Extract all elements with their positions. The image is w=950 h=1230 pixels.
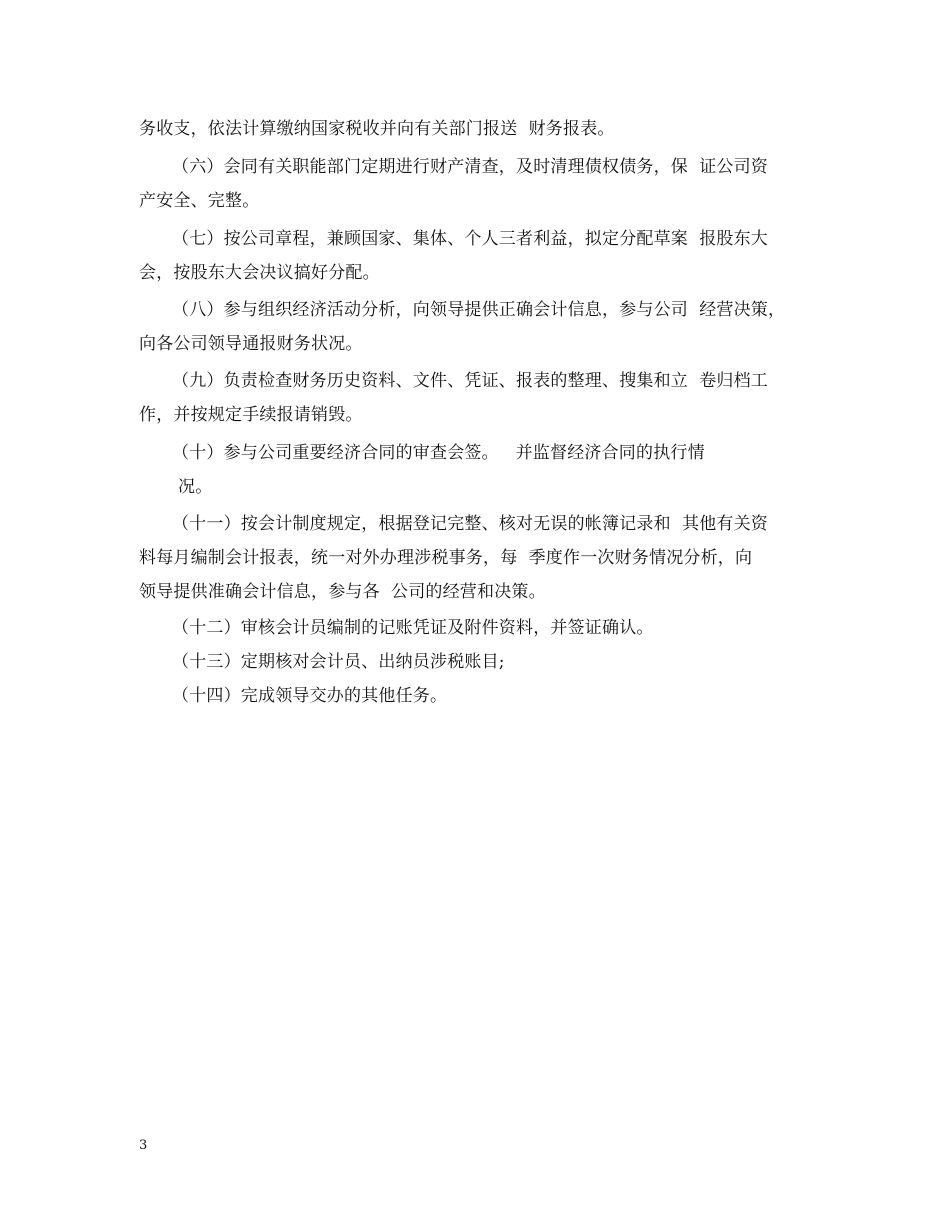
text-line: 产安全、完整。 [139, 191, 260, 211]
text-line: 作，并按规定手续报请销毁。 [139, 405, 363, 425]
text-line: （七）按公司章程，兼顾国家、集体、个人三者利益，拟定分配草案 报股东大 [172, 229, 769, 249]
text-line: （八）参与组织经济活动分析，向领导提供正确会计信息，参与公司 经营决策， [172, 300, 786, 320]
page-number: 3 [139, 1138, 148, 1153]
text-line: 况。 [178, 477, 213, 497]
text-line: （十一）按会计制度规定，根据登记完整、核对无误的帐簿记录和 其他有关资 [172, 514, 769, 534]
text-line: （十四）完成领导交办的其他任务。 [172, 686, 448, 706]
text-line: （十）参与公司重要经济合同的审查会签。 并监督经济合同的执行情 [172, 443, 705, 463]
text-line: （六）会同有关职能部门定期进行财产清查，及时清理债权债务，保 证公司资 [172, 157, 769, 177]
text-line: （九）负责检查财务历史资料、文件、凭证、报表的整理、搜集和立 卷归档工 [172, 371, 769, 391]
text-line: 向各公司领导通报财务状况。 [139, 334, 363, 354]
text-line: 务收支，依法计算缴纳国家税收并向有关部门报送 财务报表。 [139, 119, 615, 139]
text-line: （十二）审核会计员编制的记账凭证及附件资料，并签证确认。 [172, 618, 654, 638]
text-line: 领导提供准确会计信息，参与各 公司的经营和决策。 [139, 582, 546, 602]
text-line: 料每月编制会计报表，统一对外办理涉税事务，每 季度作一次财务情况分析，向 [139, 548, 753, 568]
text-line: （十三）定期核对会计员、出纳员涉税账目; [172, 652, 505, 672]
text-line: 会，按股东大会决议搞好分配。 [139, 263, 380, 283]
